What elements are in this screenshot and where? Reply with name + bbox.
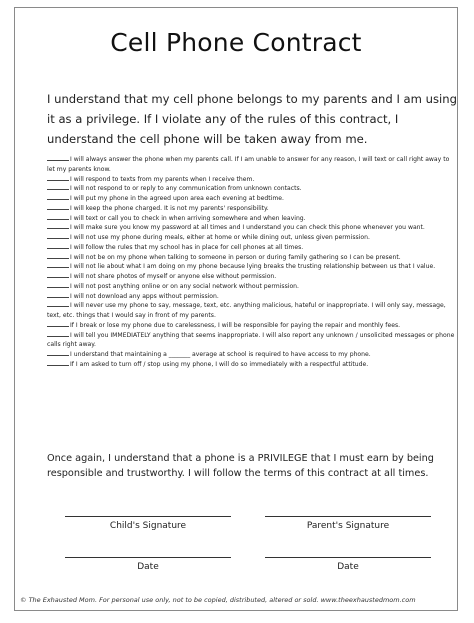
rule-text: I will respond to texts from my parents when I receive them.	[70, 175, 255, 183]
rule-text: I will tell you IMMEDIATELY anything that seems inappropriate. I will also report any unknown / unsolicited messages or phone calls right away.	[47, 331, 455, 349]
rule-item	[47, 350, 459, 360]
parent-signature-label: Parent's Signature	[306, 521, 390, 531]
rule-text: If I break or lose my phone due to carelessness, I will be responsible for paying the repair and monthly fees.	[70, 321, 401, 329]
initial-blank	[47, 282, 69, 288]
rule-text: I will always answer the phone when my parents call. If I am unable to answer for any reason, I will text or call right away to let my parents know.	[47, 156, 450, 173]
initial-blank	[47, 155, 69, 161]
parent-signature-line	[265, 516, 431, 517]
child-signature-label: Child's Signature	[109, 521, 187, 531]
rule-item	[47, 204, 459, 214]
rule-item	[47, 155, 459, 175]
initial-blank	[47, 331, 69, 337]
intro-paragraph: I understand that my cell phone belongs to my parents and I am using it as a privilege. If I violate any of the rules of this contract, I understand the cell phone will be taken away from me.	[47, 92, 457, 146]
initial-blank	[47, 184, 69, 190]
initial-blank	[47, 321, 69, 327]
rule-item	[47, 272, 459, 282]
initial-blank	[47, 292, 69, 298]
date-right-line	[265, 557, 431, 558]
rule-text: I will not post anything online or on any social network without permission.	[70, 282, 299, 290]
child-signature-line	[65, 516, 231, 517]
page-title: Cell Phone Contract	[110, 28, 362, 57]
rule-text: I will text or call you to check in when arriving somewhere and when leaving.	[70, 214, 306, 222]
rule-text: I will keep the phone charged. It is not my parents' responsibility.	[70, 204, 269, 212]
rules-list	[47, 155, 459, 370]
date-left-label: Date	[137, 562, 159, 572]
initial-blank	[47, 175, 69, 181]
initial-blank	[47, 253, 69, 259]
rule-item	[47, 233, 459, 243]
rule-text: I will not download any apps without permission.	[70, 292, 219, 300]
rule-item	[47, 292, 459, 302]
rule-item	[47, 331, 459, 351]
rule-item	[47, 360, 459, 370]
rule-item	[47, 223, 459, 233]
rule-item	[47, 214, 459, 224]
closing-paragraph: Once again, I understand that a phone is a PRIVILEGE that I must earn by being responsible and trustworthy. I will follow the terms of this contract at all times.	[47, 453, 434, 479]
rule-text: I will not respond to or reply to any communication from unknown contacts.	[70, 185, 302, 193]
rule-text: I will not be on my phone when talking to someone in person or during family gathering so I can be present.	[70, 253, 401, 261]
initial-blank	[47, 350, 69, 356]
contract-page	[14, 7, 458, 611]
rule-text: I will not lie about what I am doing on my phone because lying breaks the trusting relationship between us that I value.	[70, 263, 436, 271]
rule-item	[47, 175, 459, 185]
initial-blank	[47, 360, 69, 366]
initial-blank	[47, 233, 69, 239]
initial-blank	[47, 301, 69, 307]
initial-blank	[47, 243, 69, 249]
date-left-line	[65, 557, 231, 558]
rule-item	[47, 253, 459, 263]
rule-item	[47, 282, 459, 292]
rule-text: If I am asked to turn off / stop using my phone, I will do so immediately with a respectful attitude.	[70, 360, 369, 368]
rule-item	[47, 243, 459, 253]
rule-text: I will not use my phone during meals, either at home or while dining out, unless given permission.	[70, 234, 370, 241]
initial-blank	[47, 272, 69, 278]
rule-item	[47, 184, 459, 194]
initial-blank	[47, 194, 69, 200]
rule-text: I understand that maintaining a _______ average at school is required to have access to my phone.	[70, 351, 371, 358]
copyright-footer: © The Exhausted Mom. For personal use only, not to be copied, distributed, altered or sold. www.theexhaustedmom.com	[20, 596, 416, 604]
rule-item	[47, 194, 459, 204]
date-right-label: Date	[337, 562, 359, 572]
initial-blank	[47, 223, 69, 229]
rule-text: I will put my phone in the agreed upon area each evening at bedtime.	[70, 195, 284, 202]
rule-text: I will never use my phone to say, message, text, etc. anything malicious, hateful or inappropriate. I will only say, message, text, etc. things that I would say in front of my parents.	[47, 302, 446, 319]
initial-blank	[47, 262, 69, 268]
rule-text: I will not share photos of myself or anyone else without permission.	[70, 273, 277, 280]
rule-item	[47, 301, 459, 321]
rule-text: I will make sure you know my password at all times and I understand you can check this phone whenever you want.	[70, 224, 425, 232]
rule-item	[47, 262, 459, 272]
rule-item	[47, 321, 459, 331]
initial-blank	[47, 204, 69, 210]
initial-blank	[47, 214, 69, 220]
rule-text: I will follow the rules that my school has in place for cell phones at all times.	[70, 243, 304, 251]
